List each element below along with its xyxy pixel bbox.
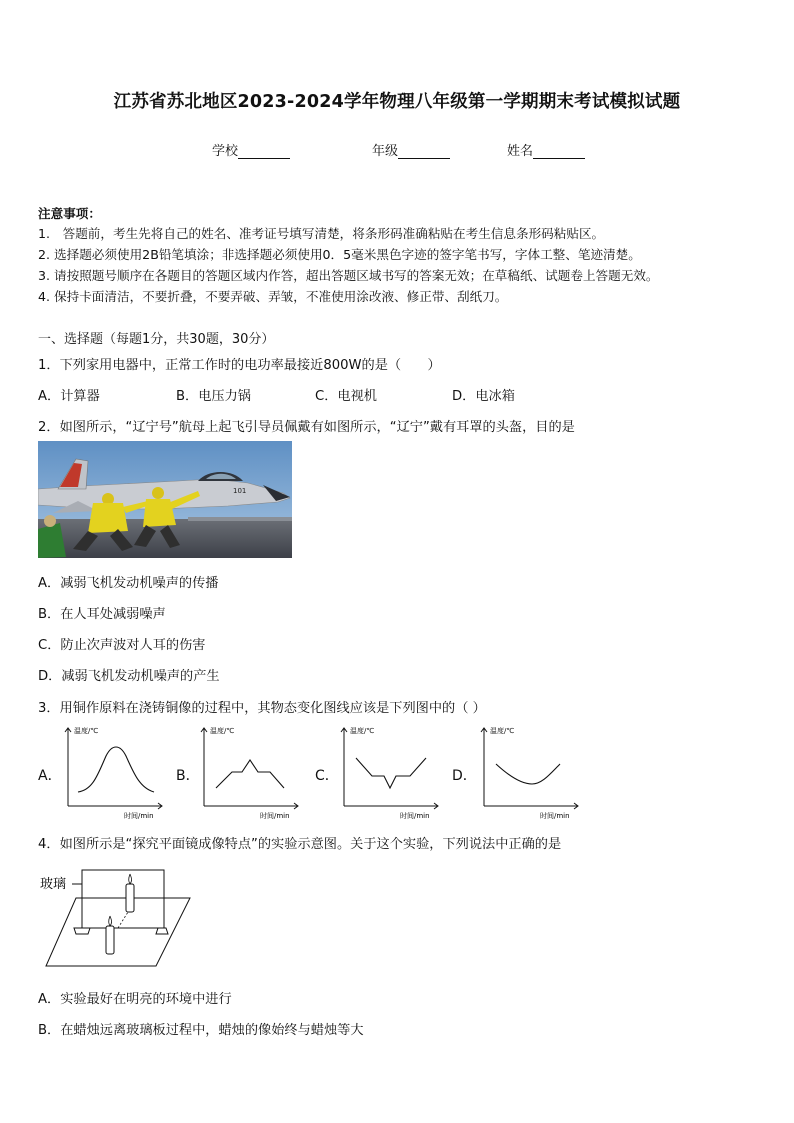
graph-d (474, 722, 584, 822)
graph-a (58, 722, 168, 822)
page-title: 江苏省苏北地区2023-2024学年物理八年级第一学期期末考试模拟试题 (113, 92, 681, 112)
curve-a (78, 747, 154, 792)
curve-b (216, 760, 284, 788)
y-axis-label: 温度/℃ (490, 727, 515, 735)
graph-c (334, 722, 444, 822)
notice-item: 4. 保持卡面清洁，不要折叠，不要弄破、弄皱，不准使用涂改液、修正带、刮纸刀。 (38, 289, 508, 304)
question-1-option-c: C．电视机 (315, 389, 377, 404)
y-axis-label: 温度/℃ (74, 727, 99, 735)
aircraft-carrier-photo (38, 441, 292, 558)
school-label: 学校 (212, 144, 239, 159)
question-2-option-c: C．防止次声波对人耳的伤害 (38, 638, 206, 653)
x-axis-label: 时间/min (124, 812, 154, 820)
question-4-option-a: A．实验最好在明亮的环境中进行 (38, 992, 232, 1007)
notice-item: 3. 请按照题号顺序在各题目的答题区域内作答，超出答题区域书写的答案无效；在草稿纸、试题卷上答题无效。 (38, 268, 659, 283)
school-blank (238, 146, 290, 159)
notice-item: 1. 答题前，考生先将自己的姓名、准考证号填写清楚，将条形码准确粘贴在考生信息条形码粘贴区。 (38, 226, 605, 241)
question-2-option-d: D．减弱飞机发动机噪声的产生 (38, 669, 220, 684)
question-4-stem: 4．如图所示是“探究平面镜成像特点”的实验示意图。关于这个实验，下列说法中正确的是 (38, 837, 562, 852)
question-1-stem: 1．下列家用电器中，正常工作时的电功率最接近800W的是（ ） (38, 358, 441, 373)
grade-field (372, 140, 450, 159)
question-1-option-a: A．计算器 (38, 389, 100, 404)
graph-a-label: A． (38, 768, 62, 784)
y-axis-label: 温度/℃ (210, 727, 235, 735)
glass-label: 玻璃 (40, 877, 67, 892)
name-field (507, 140, 585, 159)
y-axis-label: 温度/℃ (350, 727, 375, 735)
question-1-option-b: B．电压力锅 (176, 389, 251, 404)
question-2-stem: 2．如图所示，“辽宁号”航母上起飞引导员佩戴有如图所示，“辽宁”戴有耳罩的头盔，目的是 (38, 420, 575, 435)
tail-number: 101 (233, 487, 247, 495)
name-label: 姓名 (507, 144, 534, 159)
notice-item: 2. 选择题必须使用2B铅笔填涂；非选择题必须使用0．5毫米黑色字迹的签字笔书写，字体工整、笔迹清楚。 (38, 247, 641, 262)
name-blank (533, 146, 585, 159)
graph-b-label: B． (176, 768, 200, 784)
question-3-stem: 3．用铜作原料在浇铸铜像的过程中，其物态变化图线应该是下列图中的（ ） (38, 701, 486, 716)
plane-mirror-diagram (38, 866, 198, 970)
x-axis-label: 时间/min (260, 812, 290, 820)
grade-label: 年级 (372, 144, 399, 159)
graph-b (194, 722, 304, 822)
grade-blank (398, 146, 450, 159)
curve-d (496, 764, 560, 784)
section-heading: 一、选择题（每题1分，共30题，30分） (38, 332, 275, 347)
notice-heading: 注意事项： (38, 206, 101, 221)
x-axis-label: 时间/min (540, 812, 570, 820)
school-field (212, 140, 290, 159)
graph-c-label: C． (315, 768, 339, 784)
curve-c (356, 758, 426, 788)
graph-d-label: D． (452, 768, 477, 784)
question-1-option-d: D．电冰箱 (452, 389, 515, 404)
question-2-option-a: A．减弱飞机发动机噪声的传播 (38, 576, 219, 591)
x-axis-label: 时间/min (400, 812, 430, 820)
question-4-option-b: B．在蜡烛远离玻璃板过程中，蜡烛的像始终与蜡烛等大 (38, 1023, 364, 1038)
question-2-option-b: B．在人耳处减弱噪声 (38, 607, 166, 622)
